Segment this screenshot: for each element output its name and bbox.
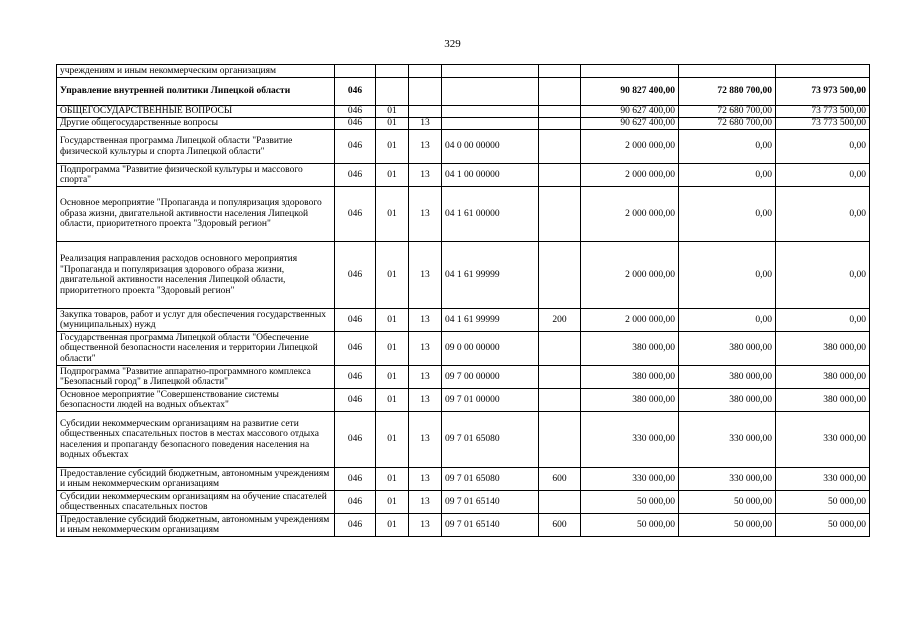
cell-grbs-code: 046 [335,412,376,468]
cell-amount-year-2: 380 000,00 [679,366,776,389]
cell-expense-type [539,164,581,187]
table-row [57,118,870,130]
cell-target-article [442,118,539,130]
cell-amount-year-1: 90 627 400,00 [581,106,679,118]
cell-section-code: 01 [376,242,409,309]
cell-section-code: 01 [376,332,409,366]
cell-grbs-code: 046 [335,309,376,332]
cell-amount-year-3: 73 973 500,00 [776,78,870,106]
cell-subsection-code: 13 [409,309,442,332]
cell-amount-year-1: 330 000,00 [581,412,679,468]
cell-amount-year-3: 0,00 [776,309,870,332]
cell-amount-year-3: 50 000,00 [776,491,870,514]
table-row [57,389,870,412]
cell-subsection-code: 13 [409,118,442,130]
cell-target-article [442,65,539,78]
cell-expense-type [539,332,581,366]
cell-amount-year-2: 0,00 [679,130,776,164]
cell-amount-year-2: 72 680 700,00 [679,118,776,130]
cell-expense-type [539,491,581,514]
table-row [57,332,870,366]
cell-section-code: 01 [376,130,409,164]
cell-amount-year-3: 73 773 500,00 [776,106,870,118]
cell-expense-type [539,389,581,412]
cell-grbs-code: 046 [335,491,376,514]
cell-name: Основное мероприятие "Пропаганда и популяризация здорового образа жизни, двигательной активности населения Липецкой области, приоритетного проекта "Здоровый регион" [57,187,335,242]
cell-target-article [442,106,539,118]
cell-amount-year-1: 50 000,00 [581,514,679,537]
cell-expense-type [539,118,581,130]
cell-expense-type [539,78,581,106]
cell-subsection-code [409,65,442,78]
cell-subsection-code: 13 [409,242,442,309]
cell-section-code: 01 [376,118,409,130]
cell-amount-year-3: 0,00 [776,242,870,309]
cell-amount-year-3: 0,00 [776,130,870,164]
cell-expense-type [539,187,581,242]
cell-amount-year-1 [581,65,679,78]
cell-name: Основное мероприятие "Совершенствование системы безопасности людей на водных объектах" [57,389,335,412]
table-row [57,412,870,468]
table-row [57,242,870,309]
cell-target-article: 04 1 00 00000 [442,164,539,187]
cell-expense-type [539,366,581,389]
cell-target-article: 04 0 00 00000 [442,130,539,164]
cell-expense-type [539,65,581,78]
cell-name: Государственная программа Липецкой области "Обеспечение общественной безопасности населения и территории Липецкой области" [57,332,335,366]
table-row [57,491,870,514]
cell-target-article: 09 7 01 00000 [442,389,539,412]
cell-expense-type [539,242,581,309]
cell-amount-year-2 [679,65,776,78]
budget-table [56,64,870,537]
cell-section-code [376,65,409,78]
table-row [57,65,870,78]
cell-section-code: 01 [376,106,409,118]
cell-amount-year-2: 0,00 [679,187,776,242]
cell-target-article: 09 7 01 65140 [442,491,539,514]
table-row [57,78,870,106]
cell-name: ОБЩЕГОСУДАРСТВЕННЫЕ ВОПРОСЫ [57,106,335,118]
table-row [57,366,870,389]
cell-grbs-code: 046 [335,187,376,242]
cell-amount-year-2: 330 000,00 [679,412,776,468]
cell-amount-year-3: 380 000,00 [776,366,870,389]
cell-target-article: 09 7 01 65080 [442,468,539,491]
cell-amount-year-3: 380 000,00 [776,332,870,366]
cell-amount-year-3: 50 000,00 [776,514,870,537]
cell-target-article: 09 7 01 65080 [442,412,539,468]
cell-section-code: 01 [376,412,409,468]
cell-expense-type [539,130,581,164]
table-row [57,130,870,164]
cell-grbs-code: 046 [335,242,376,309]
cell-target-article: 09 0 00 00000 [442,332,539,366]
cell-amount-year-2: 380 000,00 [679,332,776,366]
cell-name: Подпрограмма "Развитие аппаратно-программного комплекса "Безопасный город" в Липецкой области" [57,366,335,389]
cell-section-code [376,78,409,106]
cell-subsection-code [409,106,442,118]
cell-name: учреждениям и иным некоммерческим организациям [57,65,335,78]
cell-grbs-code: 046 [335,332,376,366]
cell-amount-year-3: 0,00 [776,187,870,242]
cell-amount-year-1: 50 000,00 [581,491,679,514]
table-row [57,164,870,187]
cell-section-code: 01 [376,187,409,242]
cell-grbs-code: 046 [335,366,376,389]
cell-subsection-code: 13 [409,187,442,242]
cell-amount-year-2: 330 000,00 [679,468,776,491]
cell-amount-year-2: 72 880 700,00 [679,78,776,106]
cell-amount-year-2: 0,00 [679,164,776,187]
cell-subsection-code: 13 [409,389,442,412]
cell-amount-year-3: 330 000,00 [776,468,870,491]
cell-name: Другие общегосударственные вопросы [57,118,335,130]
page-number: 329 [444,38,461,50]
cell-subsection-code: 13 [409,412,442,468]
cell-amount-year-1: 330 000,00 [581,468,679,491]
table-row [57,106,870,118]
cell-name: Закупка товаров, работ и услуг для обеспечения государственных (муниципальных) нужд [57,309,335,332]
cell-target-article: 04 1 61 99999 [442,242,539,309]
cell-amount-year-1: 2 000 000,00 [581,187,679,242]
cell-name: Субсидии некоммерческим организациям на развитие сети общественных спасательных постов в местах массового отдыха населения и пропаганду безопасного поведения населения на водных объектах [57,412,335,468]
cell-subsection-code: 13 [409,332,442,366]
cell-amount-year-1: 380 000,00 [581,389,679,412]
cell-grbs-code: 046 [335,468,376,491]
cell-amount-year-1: 2 000 000,00 [581,164,679,187]
cell-grbs-code: 046 [335,118,376,130]
cell-section-code: 01 [376,514,409,537]
cell-amount-year-1: 2 000 000,00 [581,242,679,309]
table-row [57,514,870,537]
cell-grbs-code: 046 [335,389,376,412]
cell-target-article: 09 7 01 65140 [442,514,539,537]
cell-target-article: 04 1 61 00000 [442,187,539,242]
budget-table-body [57,65,870,537]
cell-section-code: 01 [376,389,409,412]
cell-subsection-code: 13 [409,164,442,187]
cell-grbs-code: 046 [335,130,376,164]
cell-name: Реализация направления расходов основного мероприятия "Пропаганда и популяризация здорового образа жизни, двигательной активности населения Липецкой области, приоритетного проекта "Здоровый регион" [57,242,335,309]
cell-subsection-code: 13 [409,514,442,537]
cell-amount-year-3: 0,00 [776,164,870,187]
cell-section-code: 01 [376,366,409,389]
cell-subsection-code: 13 [409,366,442,389]
cell-expense-type [539,412,581,468]
cell-name: Предоставление субсидий бюджетным, автономным учреждениям и иным некоммерческим организациям [57,514,335,537]
cell-section-code: 01 [376,309,409,332]
cell-target-article [442,78,539,106]
cell-expense-type: 600 [539,514,581,537]
cell-amount-year-3: 330 000,00 [776,412,870,468]
cell-amount-year-2: 0,00 [679,242,776,309]
cell-subsection-code: 13 [409,130,442,164]
cell-amount-year-1: 90 827 400,00 [581,78,679,106]
cell-grbs-code: 046 [335,106,376,118]
cell-name: Управление внутренней политики Липецкой области [57,78,335,106]
cell-target-article: 04 1 61 99999 [442,309,539,332]
cell-section-code: 01 [376,468,409,491]
cell-amount-year-3: 73 773 500,00 [776,118,870,130]
cell-target-article: 09 7 00 00000 [442,366,539,389]
cell-amount-year-2: 50 000,00 [679,514,776,537]
cell-name: Предоставление субсидий бюджетным, автономным учреждениям и иным некоммерческим организациям [57,468,335,491]
cell-amount-year-3: 380 000,00 [776,389,870,412]
cell-name: Подпрограмма "Развитие физической культуры и массового спорта" [57,164,335,187]
table-row [57,468,870,491]
cell-section-code: 01 [376,491,409,514]
cell-amount-year-2: 50 000,00 [679,491,776,514]
cell-amount-year-3 [776,65,870,78]
cell-name: Субсидии некоммерческим организациям на обучение спасателей общественных спасательных постов [57,491,335,514]
cell-subsection-code: 13 [409,468,442,491]
cell-expense-type [539,106,581,118]
cell-amount-year-1: 380 000,00 [581,332,679,366]
cell-name: Государственная программа Липецкой области "Развитие физической культуры и спорта Липецкой области" [57,130,335,164]
cell-amount-year-2: 0,00 [679,309,776,332]
cell-expense-type: 600 [539,468,581,491]
cell-amount-year-1: 2 000 000,00 [581,309,679,332]
cell-amount-year-1: 380 000,00 [581,366,679,389]
cell-subsection-code [409,78,442,106]
table-row [57,187,870,242]
cell-amount-year-1: 90 627 400,00 [581,118,679,130]
cell-grbs-code [335,65,376,78]
cell-subsection-code: 13 [409,491,442,514]
cell-amount-year-1: 2 000 000,00 [581,130,679,164]
table-row [57,309,870,332]
cell-amount-year-2: 380 000,00 [679,389,776,412]
cell-section-code: 01 [376,164,409,187]
cell-grbs-code: 046 [335,514,376,537]
cell-amount-year-2: 72 680 700,00 [679,106,776,118]
cell-grbs-code: 046 [335,78,376,106]
cell-grbs-code: 046 [335,164,376,187]
cell-expense-type: 200 [539,309,581,332]
